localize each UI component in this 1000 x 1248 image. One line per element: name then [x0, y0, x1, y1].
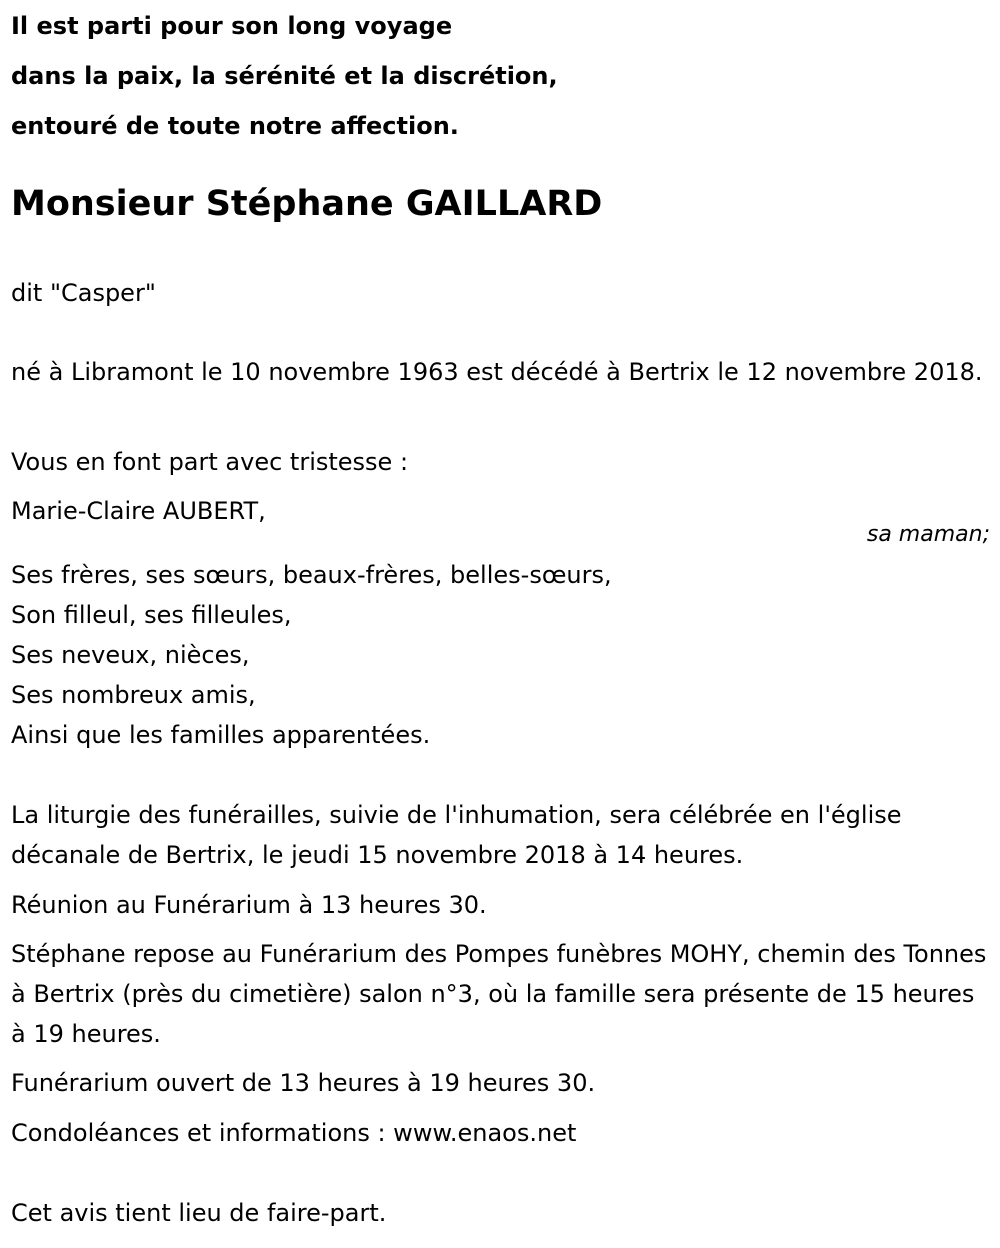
- funerarium-hours: Funérarium ouvert de 13 heures à 19 heures 30.: [11, 1069, 596, 1097]
- mother-name: Marie-Claire AUBERT,: [11, 497, 266, 525]
- intro-line-1: Il est parti pour son long voyage: [11, 12, 453, 40]
- announcement-intro: Vous en font part avec tristesse :: [11, 448, 409, 476]
- deceased-name: Monsieur Stéphane GAILLARD: [11, 184, 603, 224]
- family-line: Ses neveux, nièces,: [11, 641, 250, 669]
- family-line: Son filleul, ses filleules,: [11, 601, 292, 629]
- nickname: dit "Casper": [11, 279, 156, 307]
- family-line: Ses frères, ses sœurs, beaux-frères, belles-sœurs,: [11, 561, 612, 589]
- family-line: Ainsi que les familles apparentées.: [11, 721, 431, 749]
- intro-line-2: dans la paix, la sérénité et la discrétion,: [11, 62, 558, 90]
- condolences-info: Condoléances et informations : www.enaos.net: [11, 1119, 577, 1147]
- family-line: Ses nombreux amis,: [11, 681, 256, 709]
- birth-death-info: né à Libramont le 10 novembre 1963 est décédé à Bertrix le 12 novembre 2018.: [11, 358, 983, 386]
- mother-role: sa maman;: [866, 522, 990, 547]
- intro-line-3: entouré de toute notre affection.: [11, 112, 459, 140]
- resting-info: Stéphane repose au Funérarium des Pompes funèbres MOHY, chemin des Tonnes à Bertrix (près du cimetière) salon n°3, où la famille sera présente de 15 heures à 19 heures.: [11, 940, 987, 1048]
- liturgy-info: La liturgie des funérailles, suivie de l'inhumation, sera célébrée en l'église décanale de Bertrix, le jeudi 15 novembre 2018 à 14 heures.: [11, 801, 902, 869]
- closing-note: Cet avis tient lieu de faire-part.: [11, 1199, 387, 1227]
- meeting-info: Réunion au Funérarium à 13 heures 30.: [11, 891, 487, 919]
